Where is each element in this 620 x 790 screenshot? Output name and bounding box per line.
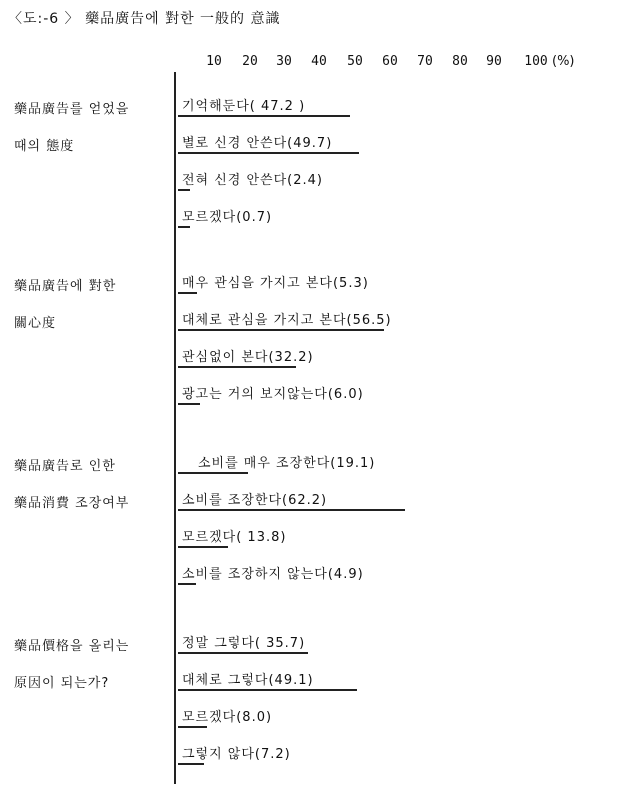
group-label: 藥品價格을 올리는 (14, 639, 130, 654)
bar-label: 소비를 조장하지 않는다(4.9) (182, 567, 364, 582)
bar-label: 소비를 조장한다(62.2) (182, 493, 328, 508)
group-label: 原因이 되는가? (14, 676, 110, 691)
bar-label: 모르겠다(8.0) (182, 710, 273, 725)
bar-label: 관심없이 본다(32.2) (182, 350, 314, 365)
group-label: 때의 態度 (14, 139, 75, 154)
x-tick-label: 40 (311, 54, 327, 69)
bar (178, 366, 296, 368)
bar (178, 152, 359, 154)
bar (178, 583, 196, 585)
group-label: 藥品廣告를 얻었을 (14, 102, 130, 117)
bar-label: 광고는 거의 보지않는다(6.0) (182, 387, 364, 402)
x-tick-label: 80 (452, 54, 468, 69)
group-label: 藥品廣告로 인한 (14, 459, 116, 474)
x-tick-label: 60 (382, 54, 398, 69)
y-axis-line (174, 72, 176, 784)
bar-label: 대체로 관심을 가지고 본다(56.5) (182, 313, 392, 328)
bar (178, 652, 308, 654)
bar (178, 403, 200, 405)
bar (178, 546, 228, 548)
bar-label: 기억해둔다( 47.2 ) (182, 99, 306, 114)
x-tick-label: 90 (486, 54, 502, 69)
group-label: 藥品消費 조장여부 (14, 496, 130, 511)
bar-label: 매우 관심을 가지고 본다(5.3) (182, 276, 369, 291)
bar (178, 689, 357, 691)
bar (178, 292, 197, 294)
bar (178, 472, 248, 474)
bar (178, 763, 204, 765)
x-tick-label: 50 (347, 54, 363, 69)
bar (178, 115, 350, 117)
bar (178, 726, 207, 728)
x-tick-label: 10 (206, 54, 222, 69)
bar-label: 모르겠다( 13.8) (182, 530, 287, 545)
bar (178, 189, 190, 191)
x-tick-label: 100 (524, 54, 548, 69)
x-tick-label: 70 (417, 54, 433, 69)
x-axis-unit: (%) (552, 54, 575, 69)
bar-label: 모르겠다(0.7) (182, 210, 273, 225)
group-label: 關心度 (14, 316, 57, 331)
bar (178, 226, 190, 228)
bar-label: 전혀 신경 안쓴다(2.4) (182, 173, 323, 188)
x-tick-label: 30 (276, 54, 292, 69)
x-tick-label: 20 (242, 54, 258, 69)
bar-label: 그렇지 않다(7.2) (182, 747, 291, 762)
bar (178, 509, 405, 511)
bar-label: 정말 그렇다( 35.7) (182, 636, 306, 651)
bar-label: 별로 신경 안쓴다(49.7) (182, 136, 333, 151)
chart-title: 〈도:-6 〉 藥品廣告에 對한 一般的 意識 (8, 11, 281, 27)
bar-label: 소비를 매우 조장한다(19.1) (198, 456, 376, 471)
group-label: 藥品廣告에 對한 (14, 279, 117, 294)
bar (178, 329, 384, 331)
bar-label: 대체로 그렇다(49.1) (182, 673, 314, 688)
